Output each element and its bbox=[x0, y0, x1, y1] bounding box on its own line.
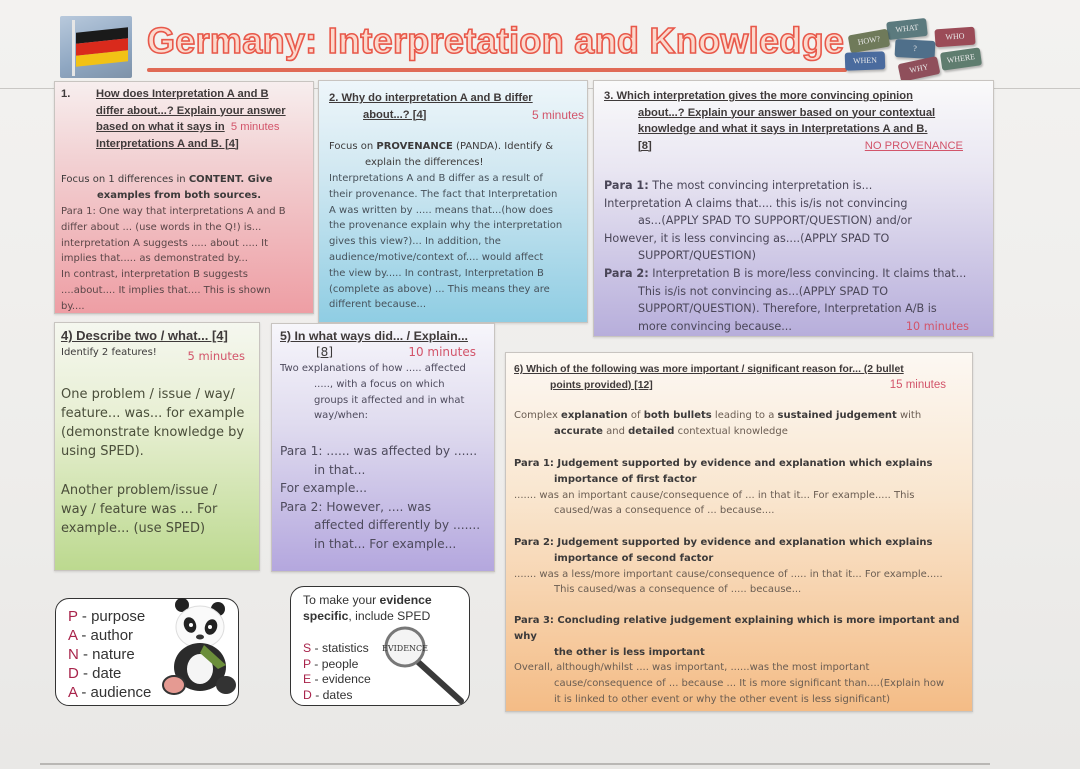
question-1-time: 5 minutes bbox=[230, 121, 280, 133]
question-5-template: Para 1: ...... was affected by ...... in that... For example... Para 2: However, .... was affected differently by ....... in that... For example... bbox=[280, 444, 481, 551]
svg-text:EVIDENCE: EVIDENCE bbox=[382, 644, 428, 653]
question-3-time: 10 minutes bbox=[905, 319, 969, 333]
panda-acronym-list: P - purpose A - author N - nature D - date A - audience bbox=[68, 608, 152, 701]
question-2-guidance: Focus on PROVENANCE (PANDA). Identify & explain the differences! bbox=[329, 141, 554, 168]
question-1-card bbox=[54, 81, 314, 314]
title-underline bbox=[147, 68, 847, 72]
question-4-text: 4) Describe two / what... [4] bbox=[61, 328, 228, 343]
question-2-card bbox=[318, 80, 588, 323]
question-4-template-2: Another problem/issue / way / feature was ... For example... (use SPED) bbox=[61, 483, 218, 536]
page-header bbox=[55, 14, 985, 84]
magnifying-glass-icon bbox=[381, 625, 469, 705]
question-6-time: 15 minutes bbox=[889, 378, 946, 391]
page-divider-bottom bbox=[40, 763, 990, 765]
question-5-marks-row: [8] 10 minutes bbox=[316, 345, 476, 359]
question-2-template: Interpretations A and B differ as a result of their provenance. The fact that Interpretation A was written by ..... means that...(how does the provenance explain why the interpretation gives this view?)... In addition, the audience/motive/context of.... would affect the view by..... In contrast, Interpretation B (complete as above) ... This means they are different because... bbox=[329, 173, 563, 311]
question-6-para-1: Para 1: Judgement supported by evidence and explanation which explains importance of first factor ....... was an important cause/consequence of ... in that it... For example..... This caused/was a consequence of ... because.... bbox=[514, 458, 933, 517]
panda-acronym-box bbox=[55, 598, 239, 706]
question-4-time: 5 minutes bbox=[187, 349, 245, 363]
page-title: Germany: Interpretation and Knowledge bbox=[147, 20, 845, 61]
question-6-para-3: Para 3: Concluding relative judgement explaining which is more important and why the other is less important Overall, although/whilst .... was important, ......was the most important cause/consequence of ... because ... It is more significant than....(Explain how it is linked to other event or why the other event is less significant) bbox=[514, 615, 960, 705]
question-4-template-1: One problem / issue / way/ feature... was... for example (demonstrate knowledge by using SPED). bbox=[61, 387, 245, 459]
question-3-card bbox=[593, 80, 994, 337]
question-1-guidance: Focus on 1 differences in CONTENT. Give examples from both sources. bbox=[61, 174, 273, 201]
question-1-template: Para 1: One way that interpretations A and B differ about ... (use words in the Q!) is... interpretation A suggests ..... about ..... It implies that..... as demonstrated by... In contrast, interpretation B suggests ....about.... It implies that.... This is shown by.... bbox=[61, 206, 286, 312]
german-flag-icon bbox=[60, 16, 132, 78]
question-4-subtitle: Identify 2 features! 5 minutes bbox=[61, 347, 245, 363]
question-6-para-2: Para 2: Judgement supported by evidence and explanation which explains importance of second factor ....... was a less/more important cause/consequence of ..... in that it... For example..... This caused/was a consequence of ..... because... bbox=[514, 537, 943, 596]
question-1-number: 1. bbox=[61, 88, 71, 100]
question-6-card bbox=[505, 352, 973, 712]
question-words-tiles-icon: WHAT HOW? WHO ? WHEN WHERE WHY bbox=[845, 18, 985, 78]
question-2-text: 2. Why do interpretation A and B differ about...? [4] 5 minutes bbox=[329, 92, 584, 122]
question-5-time: 10 minutes bbox=[408, 345, 476, 359]
question-6-summary: Complex explanation of both bullets leading to a sustained judgement with accurate and detailed contextual knowledge bbox=[514, 410, 922, 437]
no-provenance-note: NO PROVENANCE bbox=[864, 139, 963, 152]
question-3-text: 3. Which interpretation gives the more convincing opinion about...? Explain your answer based on your contextual knowledge and what it says in Interpretations A and B. [8] NO PROVENANCE bbox=[604, 88, 989, 154]
question-2-time: 5 minutes bbox=[531, 107, 584, 122]
sped-acronym-list: S - statistics P - people E - evidence D - dates bbox=[303, 641, 371, 702]
question-5-card bbox=[271, 323, 495, 572]
question-5-text: 5) In what ways did... / Explain... bbox=[280, 329, 468, 343]
panda-icon bbox=[160, 595, 240, 699]
sped-acronym-box bbox=[290, 586, 470, 706]
question-3-template: Para 1: The most convincing interpretation is... Interpretation A claims that.... this is/is not convincing as...(APPLY SPAD TO SUPPORT/QUESTION) and/or However, it is less convincing as....(APPLY SPAD TO SUPPORT/QUESTION) Para 2: Interpretation B is more/less convincing. It claims that... This is/is not convincing as...(APPLY SPAD TO SUPPORT/QUESTION). Therefore, Interpretation A/B is more convincing because... 10 minutes bbox=[604, 177, 989, 335]
question-5-intro: Two explanations of how ..... affected ....., with a focus on which groups it affected and in what way/when: bbox=[280, 363, 466, 422]
question-4-card bbox=[54, 322, 260, 571]
question-6-text: 6) Which of the following was more important / significant reason for... (2 bullet points provided) [12] 15 minutes bbox=[514, 362, 964, 394]
question-1-text: How does Interpretation A and B differ about...? Explain your answer based on what it says in 5 minutes Interpretations A and B. [4] bbox=[96, 88, 286, 150]
sped-intro: To make your evidence specific, include SPED bbox=[303, 593, 432, 623]
